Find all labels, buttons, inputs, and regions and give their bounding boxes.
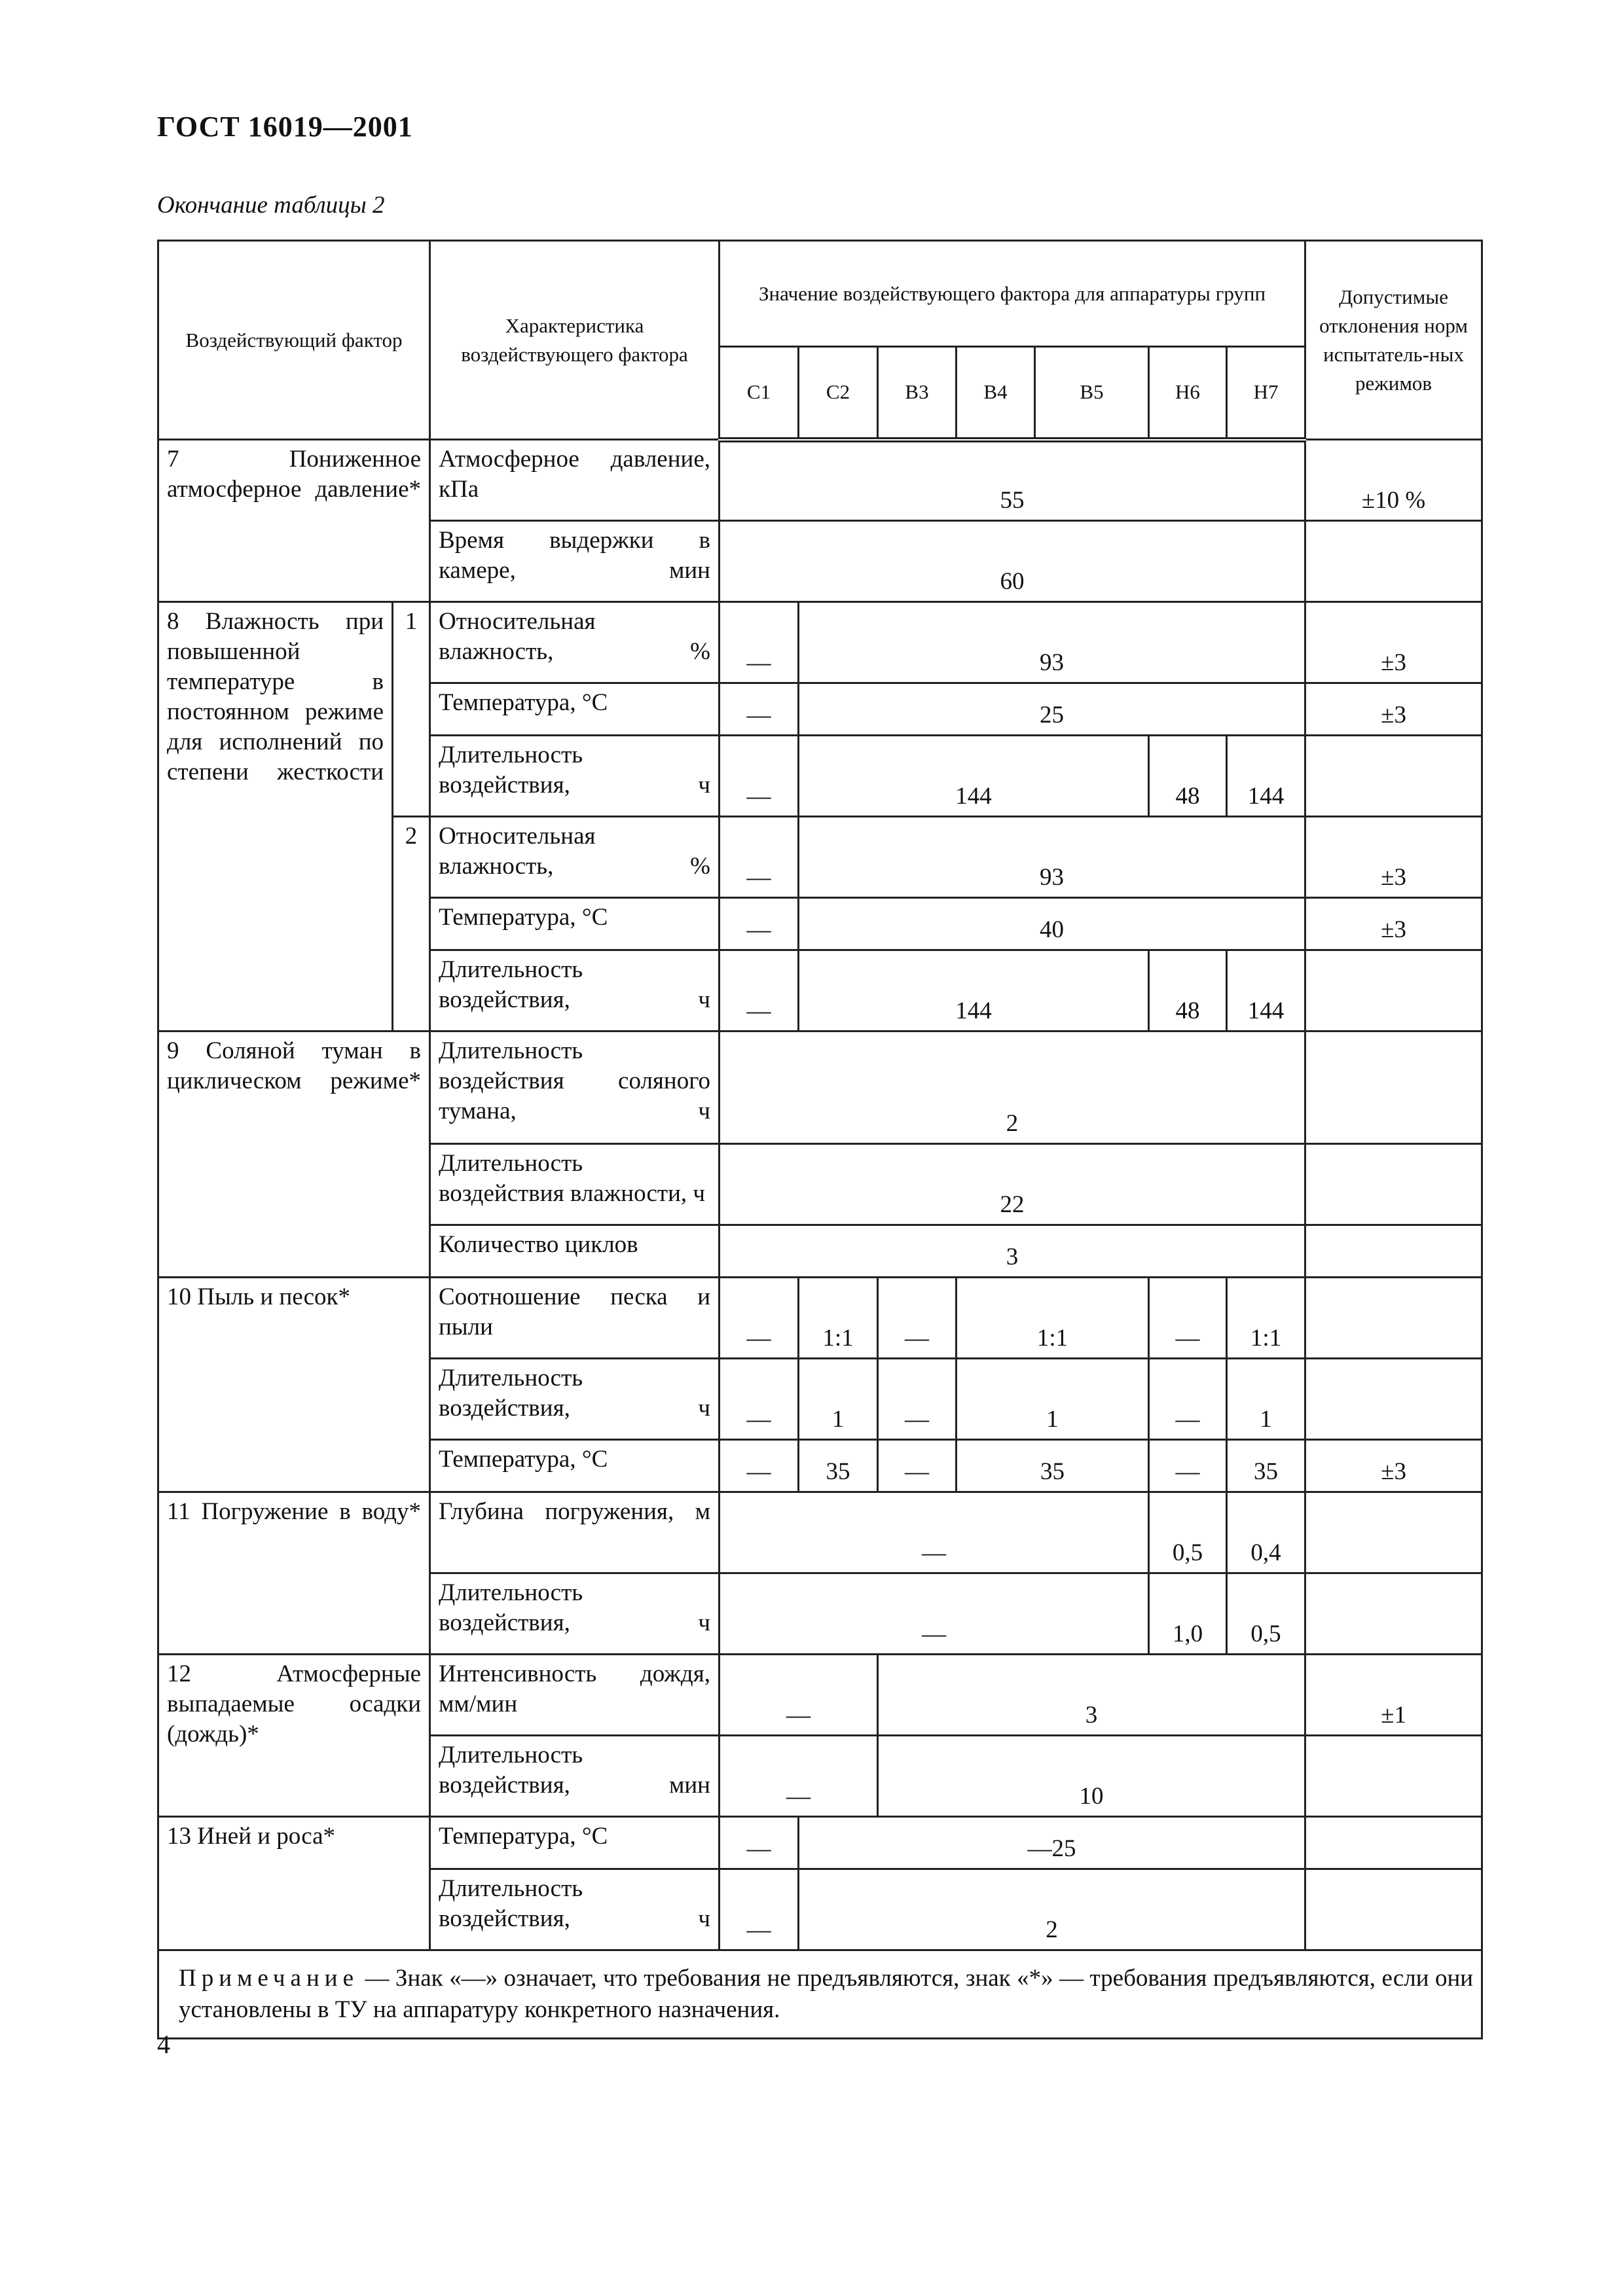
value-cell: 93 (799, 817, 1305, 898)
value-cell: — (720, 1573, 1149, 1655)
tolerance-cell (1305, 1817, 1482, 1869)
tolerance-cell (1305, 521, 1482, 602)
characteristic: Температура, °С (430, 898, 720, 950)
value-cell: — (720, 602, 799, 683)
characteristic: Температура, °С (430, 683, 720, 736)
value-cell: — (1149, 1278, 1227, 1359)
header-group: С1 (720, 347, 799, 440)
tolerance-cell: ±3 (1305, 1440, 1482, 1492)
factor-name: 7 Пониженное атмосферное давление* (158, 440, 430, 602)
characteristic: Длительность воздействия, ч (430, 736, 720, 817)
value-cell: 48 (1149, 950, 1227, 1031)
tolerance-cell: ±3 (1305, 898, 1482, 950)
value-cell: — (720, 683, 799, 736)
value-cell: — (1149, 1359, 1227, 1440)
value-cell: 48 (1149, 736, 1227, 817)
value-cell: 1 (799, 1359, 878, 1440)
factor-name: 12 Атмосферные выпадаемые осадки (дождь)* (158, 1655, 430, 1817)
value-cell: 3 (720, 1225, 1305, 1278)
value-cell: 1 (957, 1359, 1149, 1440)
tolerance-cell: ±1 (1305, 1655, 1482, 1736)
factor-name: 10 Пыль и песок* (158, 1278, 430, 1492)
tolerance-cell (1305, 1492, 1482, 1573)
value-cell: 3 (878, 1655, 1305, 1736)
value-cell: 35 (957, 1440, 1149, 1492)
value-cell: —25 (799, 1817, 1305, 1869)
severity-degree: 1 (393, 602, 430, 817)
tolerance-cell: ±10 % (1305, 440, 1482, 521)
note-text: — Знак «—» означает, что требования не предъявляются, знак «*» — требования предъявляются, если они установлены в ТУ на аппаратуру конкретного назначения. (179, 1965, 1474, 2023)
factor-name: 11 Погружение в воду* (158, 1492, 430, 1655)
tolerance-cell (1305, 1359, 1482, 1440)
characteristic: Глубина погружения, м (430, 1492, 720, 1573)
header-value: Значение воздействующего фактора для аппаратуры групп (720, 241, 1305, 347)
table-note (158, 1950, 1482, 2039)
factor-name: 13 Иней и роса* (158, 1817, 430, 1950)
characteristic: Длительность воздействия, ч (430, 950, 720, 1031)
header-group: В4 (957, 347, 1035, 440)
tolerance-cell (1305, 1225, 1482, 1278)
characteristic: Температура, °С (430, 1817, 720, 1869)
value-cell: — (720, 1869, 799, 1950)
characteristic: Интенсивность дождя, мм/мин (430, 1655, 720, 1736)
value-cell: 35 (1227, 1440, 1305, 1492)
value-cell: 60 (720, 521, 1305, 602)
value-cell: 0,5 (1149, 1492, 1227, 1573)
header-tolerance: Допустимые отклонения норм испытатель-ных режимов (1305, 241, 1482, 440)
characteristic: Длительность воздействия, мин (430, 1736, 720, 1817)
value-cell: — (720, 736, 799, 817)
value-cell: 2 (799, 1869, 1305, 1950)
characteristic: Длительность воздействия, ч (430, 1869, 720, 1950)
value-cell: — (720, 950, 799, 1031)
tolerance-cell (1305, 950, 1482, 1031)
characteristic: Количество циклов (430, 1225, 720, 1278)
factor-name: 9 Соляной туман в циклическом режиме* (158, 1031, 430, 1278)
value-cell: 93 (799, 602, 1305, 683)
value-cell: 144 (1227, 736, 1305, 817)
tolerance-cell: ±3 (1305, 683, 1482, 736)
characteristic: Длительность воздействия влажности, ч (430, 1144, 720, 1225)
header-characteristic: Характеристика воздействующего фактора (430, 241, 720, 440)
header-group: В5 (1035, 347, 1149, 440)
value-cell: 25 (799, 683, 1305, 736)
tolerance-cell: ±3 (1305, 817, 1482, 898)
header-group: С2 (799, 347, 878, 440)
value-cell: — (878, 1278, 957, 1359)
characteristic: Атмосферное давление, кПа (430, 440, 720, 521)
header-group: Н6 (1149, 347, 1227, 440)
characteristic: Относительная влажность, % (430, 602, 720, 683)
tolerance-cell (1305, 1736, 1482, 1817)
tolerance-cell (1305, 1278, 1482, 1359)
value-cell: — (720, 1278, 799, 1359)
value-cell: 40 (799, 898, 1305, 950)
tolerance-cell (1305, 1869, 1482, 1950)
value-cell: 1,0 (1149, 1573, 1227, 1655)
value-cell: — (720, 817, 799, 898)
value-cell: 1 (1227, 1359, 1305, 1440)
characteristic: Длительность воздействия, ч (430, 1573, 720, 1655)
severity-degree: 2 (393, 817, 430, 1031)
value-cell: 144 (1227, 950, 1305, 1031)
value-cell: — (878, 1440, 957, 1492)
characteristic: Температура, °С (430, 1440, 720, 1492)
value-cell: — (720, 1440, 799, 1492)
header-group: Н7 (1227, 347, 1305, 440)
value-cell: 55 (720, 440, 1305, 521)
table-continuation-caption: Окончание таблицы 2 (157, 192, 385, 219)
characteristic: Относительная влажность, % (430, 817, 720, 898)
tolerance-cell: ±3 (1305, 602, 1482, 683)
tolerance-cell (1305, 736, 1482, 817)
page-number: 4 (157, 2030, 170, 2059)
tolerance-cell (1305, 1573, 1482, 1655)
value-cell: — (720, 1359, 799, 1440)
value-cell: 1:1 (1227, 1278, 1305, 1359)
value-cell: — (720, 1736, 878, 1817)
value-cell: 1:1 (957, 1278, 1149, 1359)
characteristic: Время выдержки в камере, мин (430, 521, 720, 602)
value-cell: 0,5 (1227, 1573, 1305, 1655)
characteristic: Длительность воздействия, ч (430, 1359, 720, 1440)
value-cell: 35 (799, 1440, 878, 1492)
value-cell: 0,4 (1227, 1492, 1305, 1573)
note-label: Примечание (179, 1965, 359, 1992)
factor-name: 8 Влажность при повышенной температуре в постоянном режиме для исполнений по степени жесткости (158, 602, 393, 1031)
value-cell: — (720, 1655, 878, 1736)
value-cell: 2 (720, 1031, 1305, 1144)
value-cell: 144 (799, 950, 1149, 1031)
value-cell: 10 (878, 1736, 1305, 1817)
value-cell: 1:1 (799, 1278, 878, 1359)
value-cell: 22 (720, 1144, 1305, 1225)
value-cell: — (1149, 1440, 1227, 1492)
header-factor: Воздействующий фактор (158, 241, 430, 440)
value-cell: — (720, 1492, 1149, 1573)
characteristic: Длительность воздействия соляного тумана, ч (430, 1031, 720, 1144)
header-group: В3 (878, 347, 957, 440)
value-cell: — (720, 898, 799, 950)
document-title: ГОСТ 16019—2001 (157, 111, 413, 143)
value-cell: 144 (799, 736, 1149, 817)
test-conditions-table (157, 240, 1483, 2039)
characteristic: Соотношение песка и пыли (430, 1278, 720, 1359)
value-cell: — (878, 1359, 957, 1440)
tolerance-cell (1305, 1144, 1482, 1225)
tolerance-cell (1305, 1031, 1482, 1144)
value-cell: — (720, 1817, 799, 1869)
